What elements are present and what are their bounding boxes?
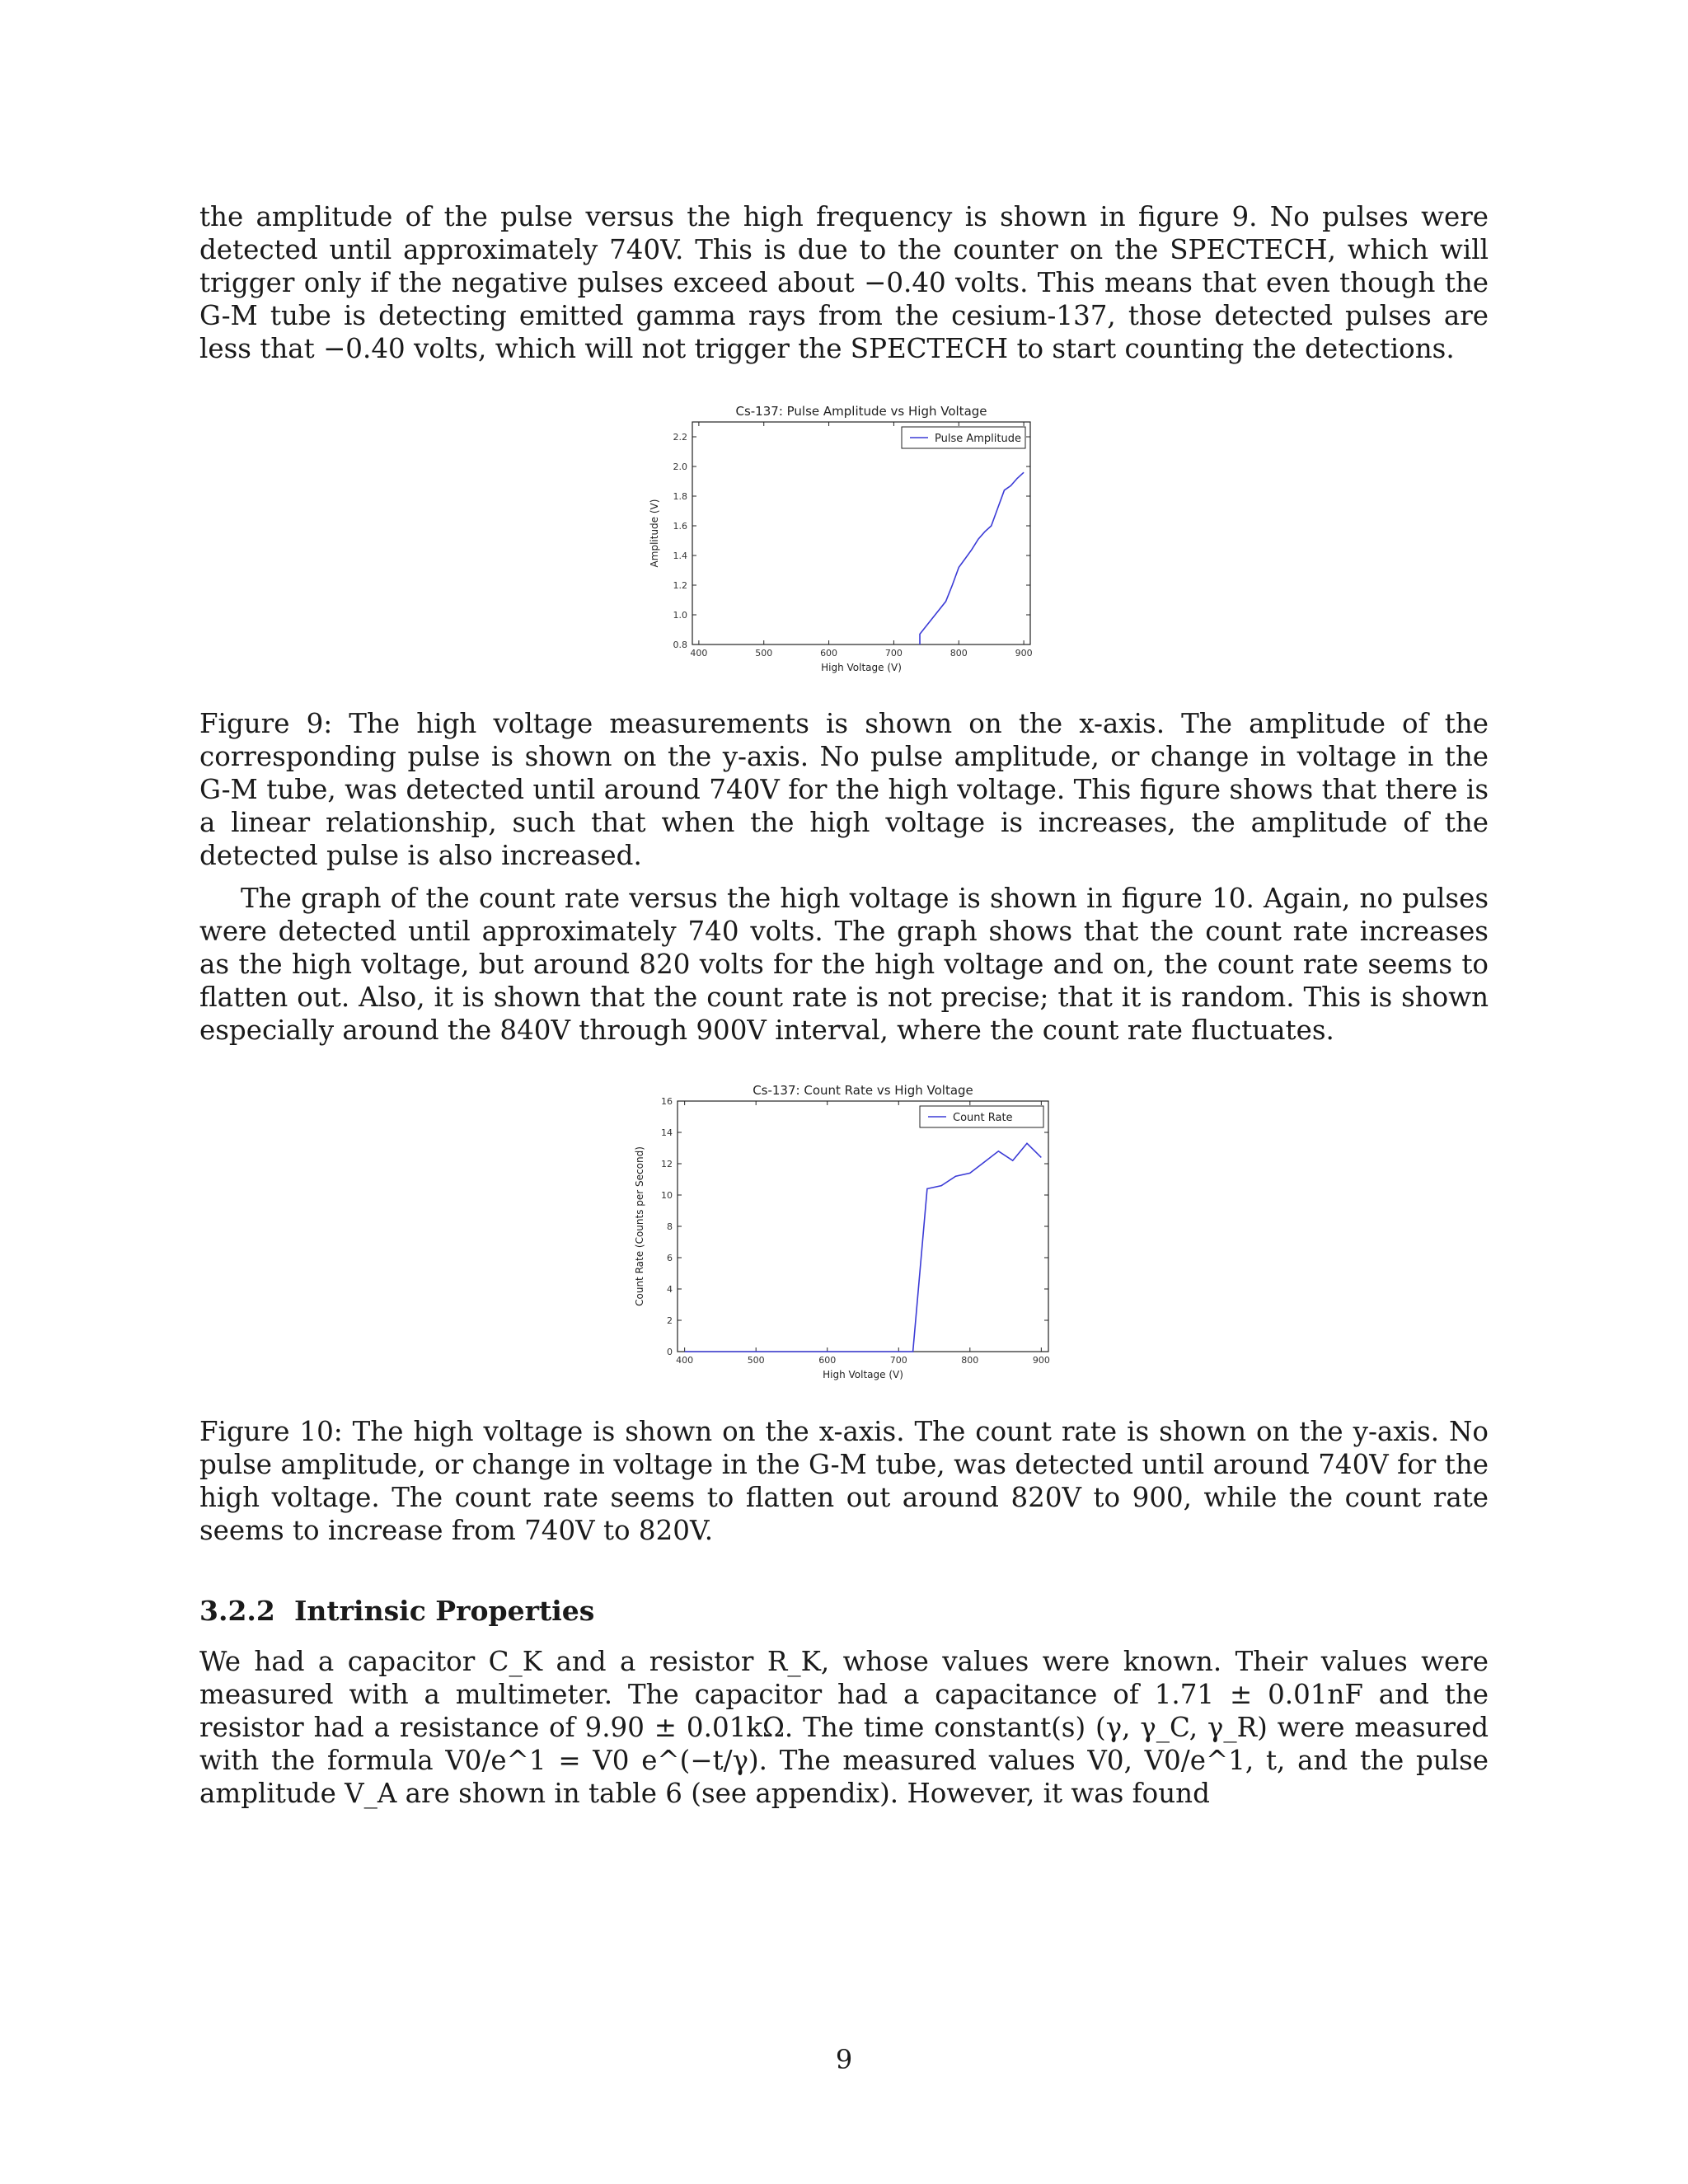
- y-tick-label: 0: [667, 1347, 673, 1357]
- y-tick-label: 10: [661, 1190, 673, 1201]
- y-tick-label: 12: [661, 1159, 673, 1169]
- body-paragraph-1: the amplitude of the pulse versus the high frequency is shown in figure 9. No pulses were detected until approximately 740V. This is due to the counter on the SPECTECH, which will trigger only if the negative pulses exceed about −0.40 volts. This means that even though the G-M tube is detecting emitted gamma rays from the cesium-137, those detected pulses are less that −0.40 volts, which will not trigger the SPECTECH to start counting the detections.: [199, 201, 1489, 364]
- x-tick-label: 600: [818, 1355, 837, 1366]
- y-tick-label: 0.8: [673, 640, 687, 650]
- y-tick-label: 16: [661, 1096, 673, 1107]
- y-axis-label: Count Rate (Counts per Second): [634, 1146, 645, 1306]
- x-tick-label: 600: [820, 648, 838, 658]
- y-tick-label: 2: [667, 1315, 673, 1326]
- figure-10-caption: Figure 10: The high voltage is shown on the x-axis. The count rate is shown on the y-axis. No pulse amplitude, or change in voltage in the G-M tube, was detected until around 740V for the high voltage. The count rate seems to flatten out around 820V to 900, while the count rate seems to increase from 740V to 820V.: [199, 1416, 1489, 1546]
- x-tick-label: 500: [747, 1355, 765, 1366]
- x-tick-label: 500: [755, 648, 773, 658]
- x-axis-label: High Voltage (V): [823, 1369, 903, 1380]
- x-tick-label: 700: [889, 1355, 907, 1366]
- y-tick-label: 6: [667, 1253, 673, 1263]
- y-tick-label: 4: [667, 1284, 673, 1295]
- section-title: Intrinsic Properties: [294, 1595, 595, 1627]
- x-axis-label: High Voltage (V): [821, 662, 902, 673]
- pulse-amplitude-chart: [626, 399, 1039, 679]
- x-tick-label: 700: [884, 648, 903, 658]
- count-rate-chart: [626, 1076, 1063, 1390]
- x-tick-label: 400: [690, 648, 708, 658]
- y-tick-label: 2.2: [673, 432, 687, 443]
- body-paragraph-2: The graph of the count rate versus the high voltage is shown in figure 10. Again, no pulses were detected until approximately 740 volts. The graph shows that the count rate increases as the high voltage, but around 820 volts for the high voltage and on, the count rate seems to flatten out. Also, it is shown that the count rate is not precise; that it is random. This is shown especially around the 840V through 900V interval, where the count rate fluctuates.: [199, 883, 1489, 1046]
- x-tick-label: 800: [961, 1355, 979, 1366]
- plot-frame: [678, 1101, 1048, 1352]
- y-tick-label: 1.8: [673, 491, 687, 502]
- y-tick-label: 1.2: [673, 580, 687, 591]
- body-paragraph-3: We had a capacitor C_K and a resistor R_K, whose values were known. Their values were measured with a multimeter. The capacitor had a capacitance of 1.71 ± 0.01nF and the resistor had a resistance of 9.90 ± 0.01kΩ. The time constant(s) (γ, γ_C, γ_R) were measured with the formula V0/e^1 = V0 e^(−t/γ). The measured values V0, V0/e^1, t, and the pulse amplitude V_A are shown in table 6 (see appendix). However, it was found: [199, 1646, 1489, 1809]
- series-line: [920, 472, 1024, 644]
- x-tick-label: 800: [950, 648, 968, 658]
- chart-title: Cs-137: Count Rate vs High Voltage: [753, 1083, 973, 1098]
- y-tick-label: 1.4: [673, 551, 687, 561]
- x-tick-label: 400: [676, 1355, 694, 1366]
- plot-frame: [692, 422, 1030, 644]
- chart-title: Cs-137: Pulse Amplitude vs High Voltage: [735, 404, 987, 419]
- legend-label: Count Rate: [953, 1112, 1013, 1124]
- section-heading: [199, 1595, 594, 1627]
- figure-9-caption: Figure 9: The high voltage measurements is shown on the x-axis. The amplitude of the corresponding pulse is shown on the y-axis. No pulse amplitude, or change in voltage in the G-M tube, was detected until around 740V for the high voltage. This figure shows that there is a linear relationship, such that when the high voltage is increases, the amplitude of the detected pulse is also increased.: [199, 708, 1489, 871]
- x-tick-label: 900: [1032, 1355, 1050, 1366]
- section-number: 3.2.2: [199, 1595, 275, 1627]
- y-axis-label: Amplitude (V): [649, 499, 660, 568]
- figure-10: [626, 1076, 1063, 1390]
- y-tick-label: 8: [667, 1221, 673, 1232]
- series-line: [685, 1143, 1042, 1352]
- figure-9: [626, 399, 1039, 679]
- y-tick-label: 2.0: [673, 462, 687, 472]
- x-tick-label: 900: [1015, 648, 1033, 658]
- y-tick-label: 14: [661, 1127, 673, 1138]
- page-number: 9: [835, 2044, 853, 2075]
- y-tick-label: 1.6: [673, 521, 687, 532]
- y-tick-label: 1.0: [673, 610, 687, 621]
- legend-label: Pulse Amplitude: [935, 433, 1021, 445]
